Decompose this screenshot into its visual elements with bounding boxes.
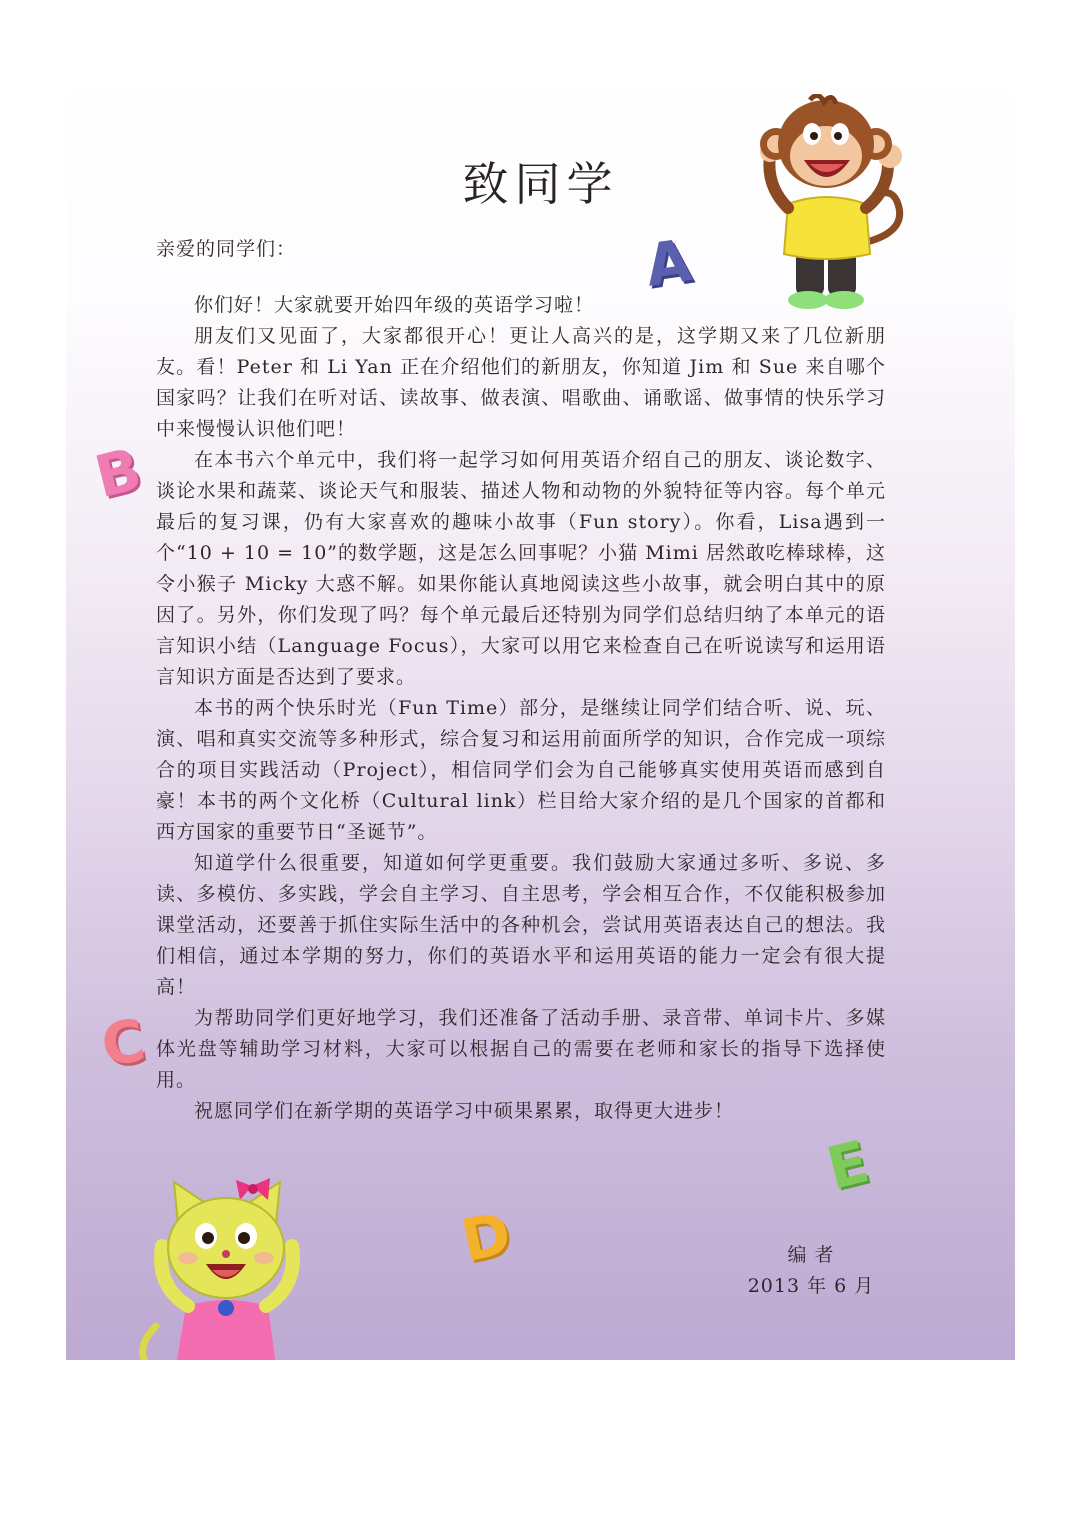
decor-letter-e: E bbox=[820, 1127, 876, 1203]
paragraph: 祝愿同学们在新学期的英语学习中硕果累累，取得更大进步！ bbox=[194, 1100, 735, 1122]
greeting: 亲爱的同学们： bbox=[156, 238, 297, 260]
monkey-mascot bbox=[748, 94, 918, 314]
decor-letter-b: B bbox=[88, 434, 148, 512]
paragraph: 本书的两个快乐时光（Fun Time）部分，是继续让同学们结合听、说、玩、演、唱和真实交流等多种形式，综合复习和运用前面所学的知识，合作完成一项综合的项目实践活动（Project），相信同学们会为自己能够真实使用英语而感到自豪！本书的两个文化桥（Cultural link）栏目给大家介绍的是几个国家的首都和西方国家的重要节日“圣诞节”。 bbox=[156, 697, 886, 843]
paragraph: 知道学什么很重要，知道如何学更重要。我们鼓励大家通过多听、多说、多读、多模仿、多实践，学会自主学习、自主思考，学会相互合作，不仅能积极参加课堂活动，还要善于抓住实际生活中的各种机会，尝试用英语表达自己的想法。我们相信，通过本学期的努力，你们的英语水平和运用英语的能力一定会有很大提高！ bbox=[156, 852, 886, 998]
paragraph: 朋友们又见面了，大家都很开心！更让人高兴的是，这学期又来了几位新朋友。看！Peter 和 Li Yan 正在介绍他们的新朋友，你知道 Jim 和 Sue 来自哪个国家吗？让我们在听对话、读故事、做表演、唱歌曲、诵歌谣、做事情的快乐学习中来慢慢认识他们吧！ bbox=[156, 325, 886, 440]
letter-page bbox=[66, 64, 1015, 1360]
paragraph: 为帮助同学们更好地学习，我们还准备了活动手册、录音带、单词卡片、多媒体光盘等辅助学习材料，大家可以根据自己的需要在老师和家长的指导下选择使用。 bbox=[156, 1007, 886, 1091]
decor-letter-a: A bbox=[641, 226, 696, 300]
decor-letter-d: D bbox=[455, 1198, 517, 1276]
paragraph: 在本书六个单元中，我们将一起学习如何用英语介绍自己的朋友、谈论数字、谈论水果和蔬菜、谈论天气和服装、描述人物和动物的外貌特征等内容。每个单元最后的复习课，仍有大家喜欢的趣味小故事（Fun story）。你看，Lisa遇到一个“10 + 10 = 10”的数学题，这是怎么回事呢？小猫 Mimi 居然敢吃棒球棒，这令小猴子 Micky 大惑不解。如果你能认真地阅读这些小故事，就会明白其中的原因了。另外，你们发现了吗？每个单元最后还特别为同学们总结归纳了本单元的语言知识小结（Language Focus），大家可以用它来检查自己在听说读写和运用语言知识方面是否达到了要求。 bbox=[156, 449, 886, 688]
paragraph: 你们好！大家就要开始四年级的英语学习啦！ bbox=[194, 294, 595, 316]
signature-block bbox=[746, 1240, 876, 1302]
letter-body bbox=[156, 290, 886, 1127]
cat-mascot bbox=[126, 1176, 326, 1360]
decor-letter-c: C bbox=[96, 1005, 151, 1081]
signature-date: 2013 年 6 月 bbox=[747, 1275, 875, 1297]
page-title: 致同学 bbox=[462, 157, 619, 211]
signature-author: 编 者 bbox=[787, 1244, 835, 1266]
